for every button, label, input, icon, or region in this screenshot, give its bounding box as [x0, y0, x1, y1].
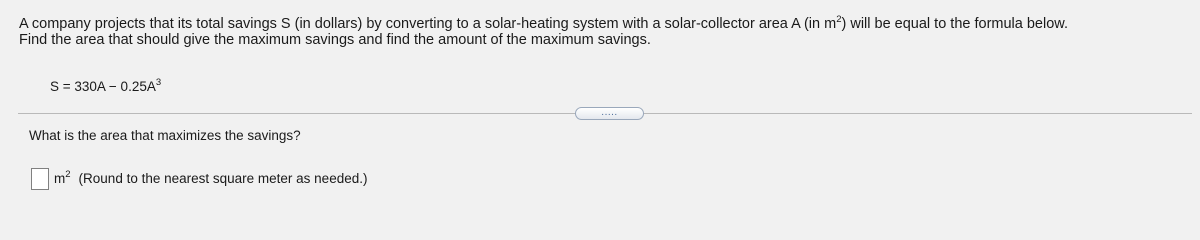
- area-unit-exponent: 2: [836, 14, 842, 25]
- rounding-hint: (Round to the nearest square meter as needed.): [78, 171, 368, 186]
- problem-line-1: [19, 16, 1189, 32]
- answer-unit-base: m: [54, 171, 66, 186]
- area-answer-input[interactable]: [31, 168, 49, 190]
- formula-text: S = 330A − 0.25A: [50, 79, 156, 94]
- answer-row: [31, 166, 367, 190]
- expand-more-button[interactable]: .....: [575, 107, 644, 120]
- question-text: What is the area that maximizes the savings?: [29, 128, 301, 143]
- problem-line-2: Find the area that should give the maximum savings and find the amount of the maximum savings.: [19, 32, 651, 48]
- problem-statement: [19, 16, 1189, 48]
- problem-text: A company projects that its total savings S (in dollars) by converting to a solar-heating system with a solar-collector area A (in m: [19, 16, 837, 32]
- savings-formula: [50, 79, 161, 94]
- formula-exponent: 3: [155, 77, 162, 88]
- answer-unit: [54, 171, 71, 186]
- problem-text-end: ) will be equal to the formula below.: [841, 16, 1068, 32]
- answer-unit-exponent: 2: [65, 169, 71, 180]
